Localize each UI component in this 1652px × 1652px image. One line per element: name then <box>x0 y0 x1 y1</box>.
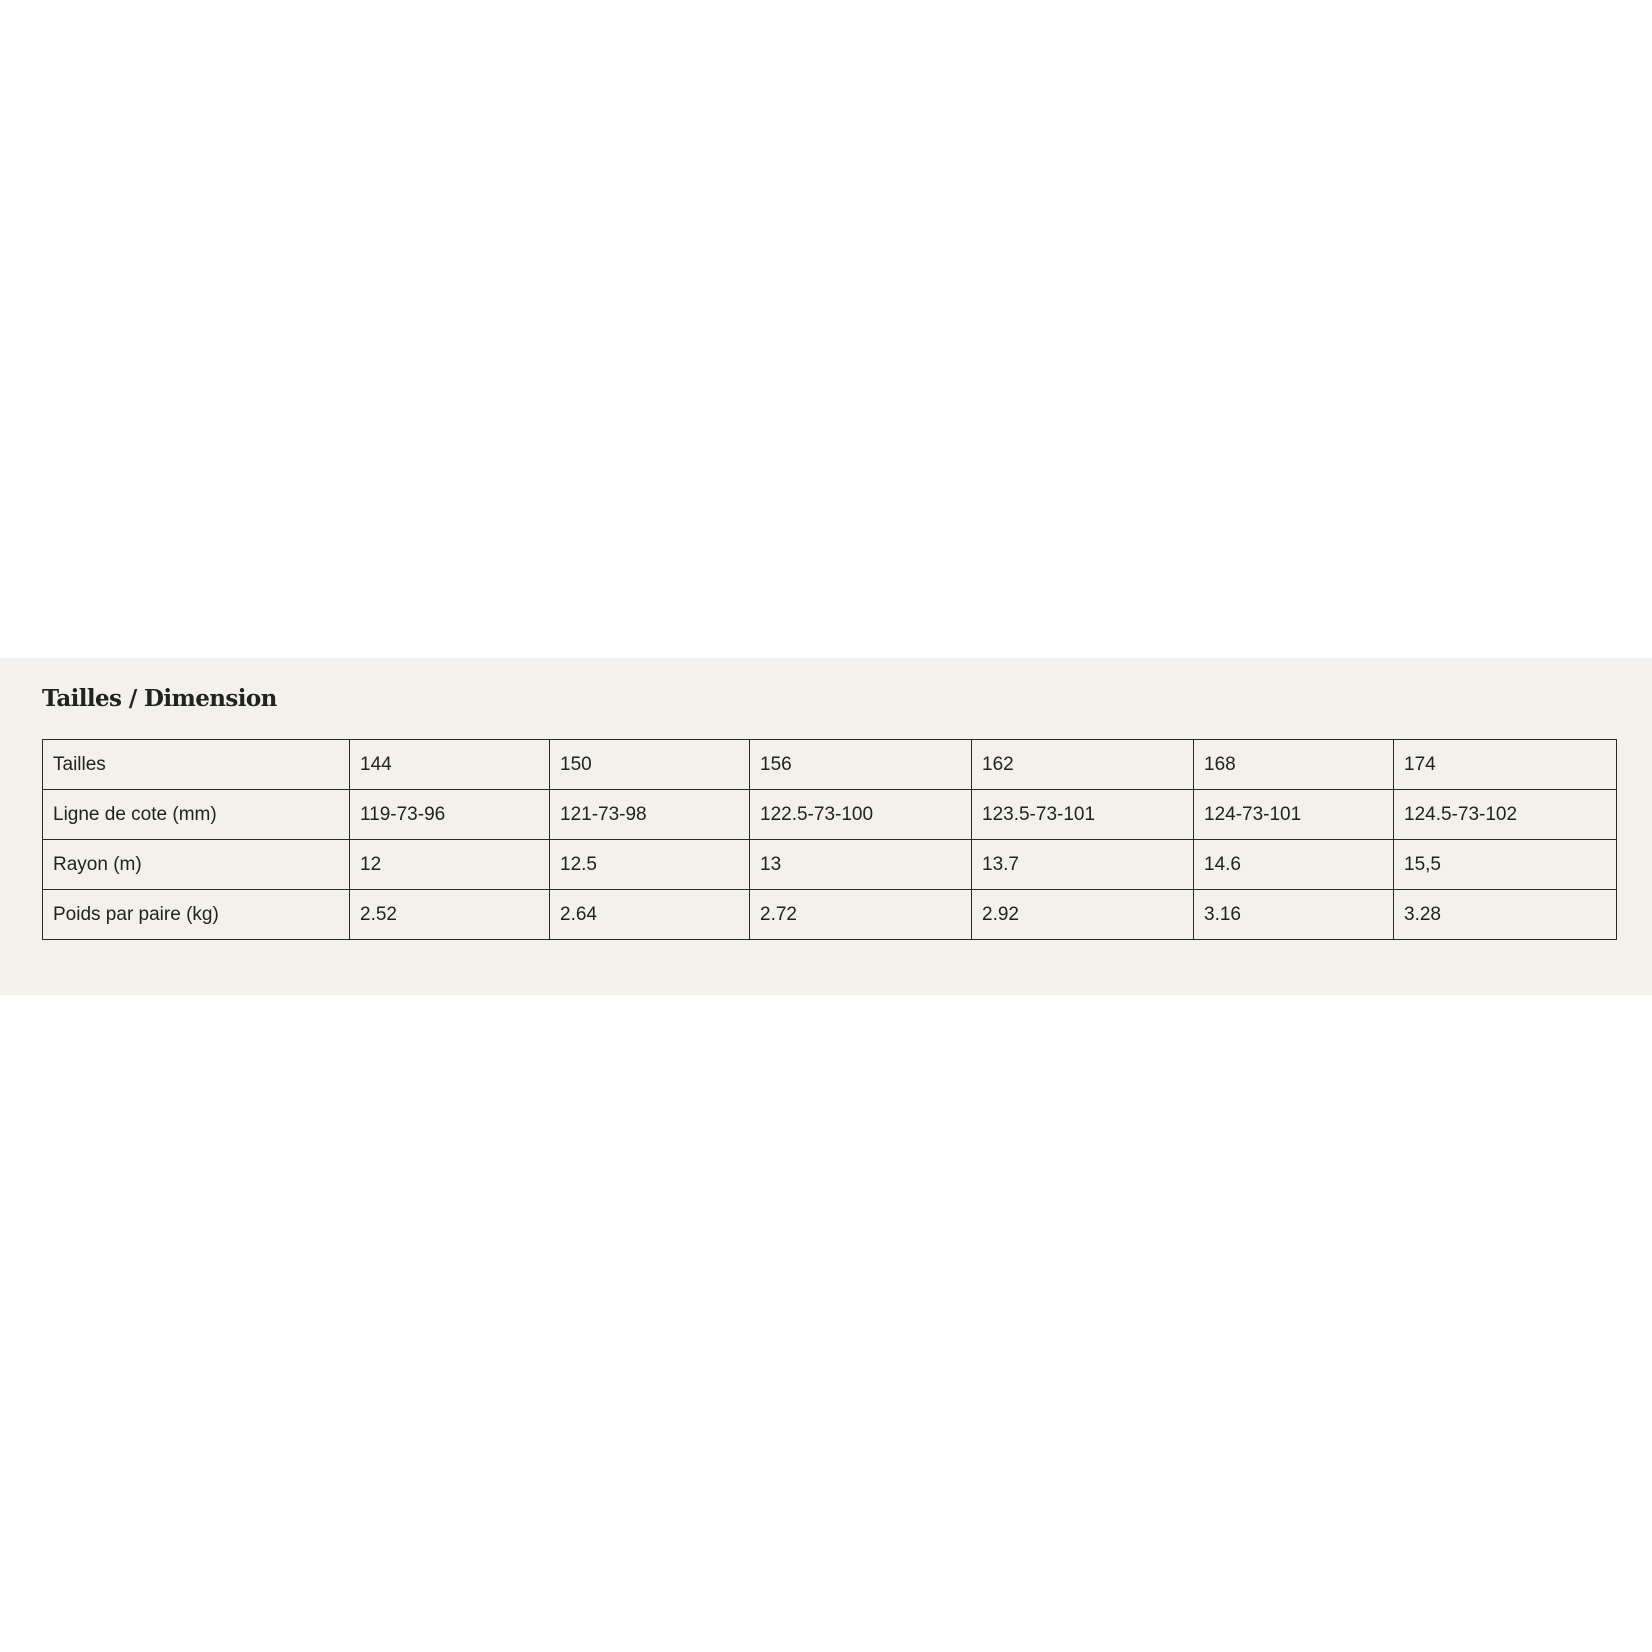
table-cell: 14.6 <box>1194 840 1394 890</box>
table-cell: 3.28 <box>1394 890 1617 940</box>
table-cell: 2.72 <box>750 890 972 940</box>
table-cell: 3.16 <box>1194 890 1394 940</box>
table-cell: 13 <box>750 840 972 890</box>
row-label: Tailles <box>43 740 350 790</box>
row-label: Poids par paire (kg) <box>43 890 350 940</box>
table-cell: 162 <box>972 740 1194 790</box>
table-row-ligne-de-cote <box>43 790 1617 840</box>
row-label: Rayon (m) <box>43 840 350 890</box>
table-cell: 124-73-101 <box>1194 790 1394 840</box>
table-cell: 168 <box>1194 740 1394 790</box>
table-cell: 174 <box>1394 740 1617 790</box>
size-dimension-table <box>42 739 1617 940</box>
table-cell: 12 <box>350 840 550 890</box>
table-cell: 121-73-98 <box>550 790 750 840</box>
table-cell: 144 <box>350 740 550 790</box>
table-cell: 12.5 <box>550 840 750 890</box>
table-cell: 2.92 <box>972 890 1194 940</box>
table-cell: 15,5 <box>1394 840 1617 890</box>
table-cell: 124.5-73-102 <box>1394 790 1617 840</box>
table-row-poids <box>43 890 1617 940</box>
table-cell: 2.52 <box>350 890 550 940</box>
table-cell: 150 <box>550 740 750 790</box>
section-title: Tailles / Dimension <box>42 685 277 712</box>
table-cell: 156 <box>750 740 972 790</box>
table-cell: 122.5-73-100 <box>750 790 972 840</box>
row-label: Ligne de cote (mm) <box>43 790 350 840</box>
table-cell: 123.5-73-101 <box>972 790 1194 840</box>
table-cell: 2.64 <box>550 890 750 940</box>
table-cell: 13.7 <box>972 840 1194 890</box>
table-cell: 119-73-96 <box>350 790 550 840</box>
table-row-rayon <box>43 840 1617 890</box>
table-row-tailles <box>43 740 1617 790</box>
